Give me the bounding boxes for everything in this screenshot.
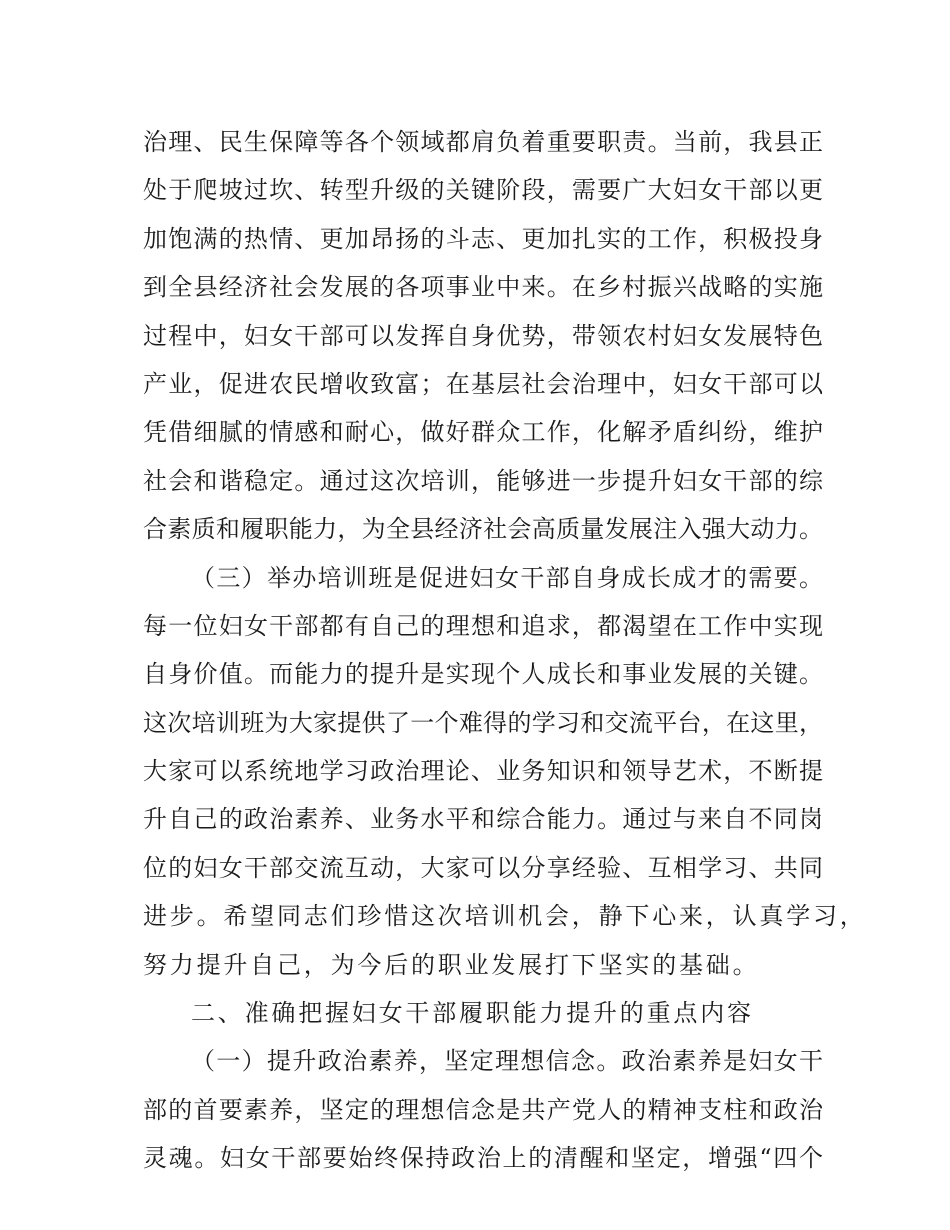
text-line: 每一位妇女干部都有自己的理想和追求，都渴望在工作中实现	[143, 611, 823, 640]
text-line: 社会和谐稳定。通过这次培训，能够进一步提升妇女干部的综	[143, 466, 823, 495]
text-line: 二、准确把握妇女干部履职能力提升的重点内容	[191, 999, 754, 1028]
text-line: 过程中，妇女干部可以发挥自身优势，带领农村妇女发展特色	[143, 321, 823, 350]
text-line: 治理、民生保障等各个领域都肩负着重要职责。当前，我县正	[143, 128, 823, 156]
text-line: 自身价值。而能力的提升是实现个人成长和事业发展的关键。	[143, 660, 823, 689]
text-line: 努力提升自己，为今后的职业发展打下坚实的基础。	[143, 950, 760, 979]
text-line: 进步。希望同志们珍惜这次培训机会，静下心来，认真学习，	[143, 902, 867, 931]
document-body	[143, 118, 867, 1183]
text-line: 产业，促进农民增收致富；在基层社会治理中，妇女干部可以	[143, 369, 823, 398]
text-line: 部的首要素养，坚定的理想信念是共产党人的精神支柱和政治	[143, 1095, 823, 1124]
text-line: 这次培训班为大家提供了一个难得的学习和交流平台，在这里，	[143, 708, 823, 737]
text-line: 升自己的政治素养、业务水平和综合能力。通过与来自不同岗	[143, 805, 823, 834]
text-line: （一）提升政治素养，坚定理想信念。政治素养是妇女干	[191, 1047, 823, 1076]
text-line: 加饱满的热情、更加昂扬的斗志、更加扎实的工作，积极投身	[143, 224, 823, 253]
text-line: 大家可以系统地学习政治理论、业务知识和领导艺术，不断提	[143, 757, 823, 786]
text-line: 处于爬坡过坎、转型升级的关键阶段，需要广大妇女干部以更	[143, 176, 823, 205]
text-line: 合素质和履职能力，为全县经济社会高质量发展注入强大动力。	[143, 515, 823, 544]
text-line: （三）举办培训班是促进妇女干部自身成长成才的需要。	[191, 563, 823, 592]
text-line: 到全县经济社会发展的各项事业中来。在乡村振兴战略的实施	[143, 273, 823, 302]
text-line: 凭借细腻的情感和耐心，做好群众工作，化解矛盾纠纷，维护	[143, 418, 823, 447]
text-line: 位的妇女干部交流互动，大家可以分享经验、互相学习、共同	[143, 853, 823, 882]
text-line: 灵魂。妇女干部要始终保持政治上的清醒和坚定，增强“四个	[143, 1144, 823, 1173]
